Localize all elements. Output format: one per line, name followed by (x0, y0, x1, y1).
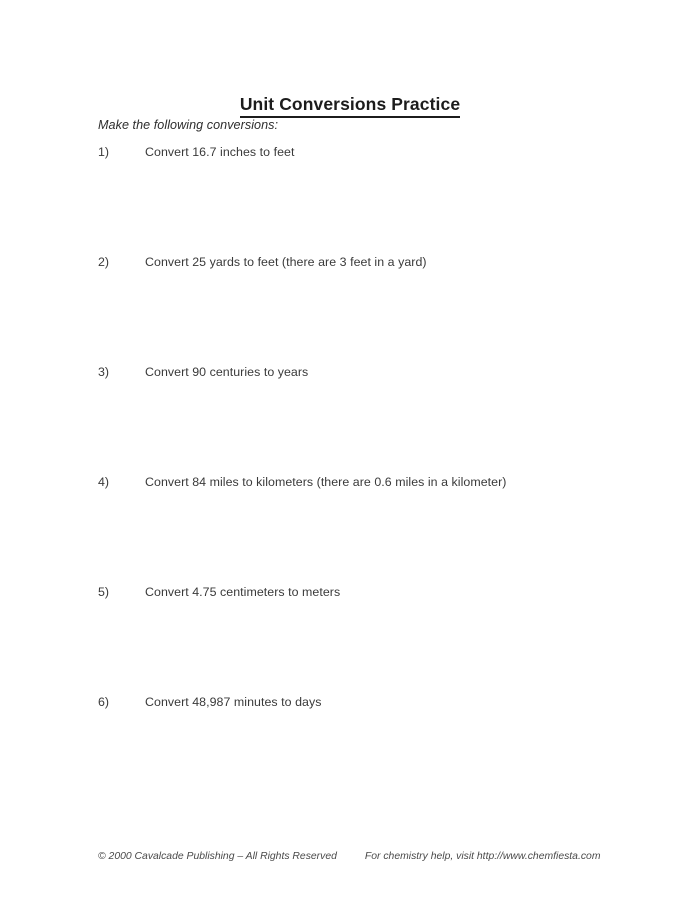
instructions-text: Make the following conversions: (98, 118, 279, 132)
question-text: Convert 16.7 inches to feet (145, 145, 295, 159)
question-number: 4) (98, 475, 110, 489)
page-title: Unit Conversions Practice (240, 94, 460, 118)
question-item (98, 584, 658, 694)
page-footer (98, 851, 618, 862)
question-item (98, 474, 658, 584)
question-text: Convert 4.75 centimeters to meters (145, 585, 341, 599)
question-text: Convert 90 centuries to years (145, 365, 309, 379)
question-item (98, 694, 658, 804)
question-number: 2) (98, 255, 110, 269)
question-number: 5) (98, 585, 110, 599)
question-number: 6) (98, 695, 110, 709)
answer-workspace[interactable] (145, 602, 645, 690)
question-number: 3) (98, 365, 110, 379)
question-text: Convert 25 yards to feet (there are 3 feet in a yard) (145, 255, 427, 269)
question-text: Convert 48,987 minutes to days (145, 695, 322, 709)
answer-workspace[interactable] (145, 162, 645, 250)
question-item (98, 364, 658, 474)
footer-help-link[interactable]: For chemistry help, visit http://www.chemfiesta.com (364, 851, 601, 862)
footer-copyright: © 2000 Cavalcade Publishing – All Rights Reserved (98, 851, 337, 862)
answer-workspace[interactable] (145, 492, 645, 580)
question-text: Convert 84 miles to kilometers (there are 0.6 miles in a kilometer) (145, 475, 507, 489)
question-list (98, 144, 658, 804)
answer-workspace[interactable] (145, 712, 645, 800)
answer-workspace[interactable] (145, 272, 645, 360)
question-item (98, 254, 658, 364)
answer-workspace[interactable] (145, 382, 645, 470)
question-number: 1) (98, 145, 110, 159)
question-item (98, 144, 658, 254)
